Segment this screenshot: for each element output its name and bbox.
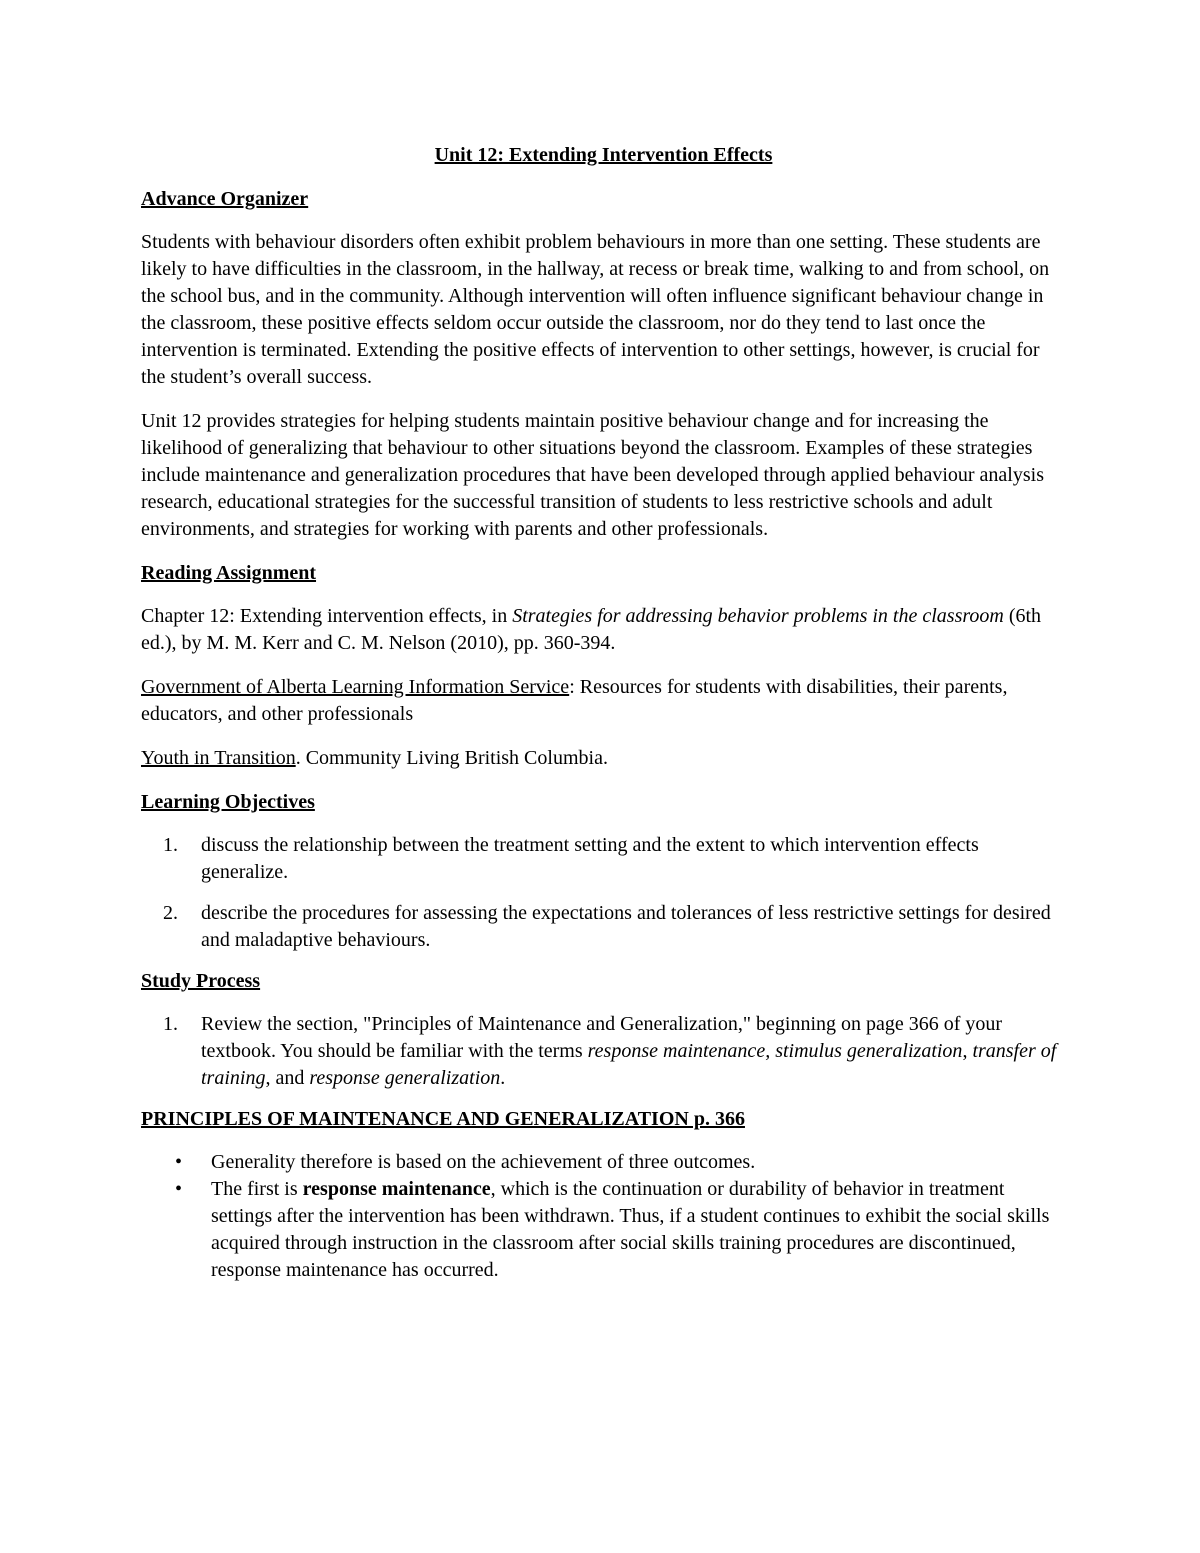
list-item-text: discuss the relationship between the treatment setting and the extent to which intervention effects generalize.: [201, 834, 979, 883]
list-item: [141, 900, 1066, 954]
advance-organizer-heading: Advance Organizer: [141, 188, 309, 210]
sentence-end: .: [500, 1067, 506, 1089]
reading-assignment-heading: Reading Assignment: [141, 562, 317, 584]
list-item: [141, 1011, 1066, 1092]
list-item-number: 1.: [163, 1013, 178, 1035]
bullet-text: [211, 1178, 1049, 1281]
reading-resource-2: [141, 745, 1066, 772]
term-response-generalization: response generalization: [309, 1067, 501, 1089]
bullet-text: Generality therefore is based on the achievement of three outcomes.: [211, 1151, 756, 1173]
advance-organizer-paragraph-2: Unit 12 provides strategies for helping students maintain positive behaviour change and for increasing the likelihood of generalizing that behaviour to other situations beyond the classroom. Examples of these strategies include maintenance and generalization procedures that have been developed through applied behaviour analysis research, educational strategies for the successful transition of students to less restrictive schools and adult environments, and strategies for working with parents and other professionals.: [141, 410, 1044, 540]
bullet-prefix: The first is: [211, 1178, 303, 1200]
bullet-suffix: , which is the continuation or durability of behavior in treatment settings after the intervention has been withdrawn. Thus, if a student continues to exhibit the social skills acquired through instruction in the classroom after social skills training procedures are discontinued, response maintenance has occurred.: [211, 1178, 1050, 1281]
resource-1-description: : Resources for students with disabilities, their parents, educators, and other professionals: [141, 676, 1008, 725]
list-item: [141, 1149, 1066, 1176]
list-item: [141, 1176, 1066, 1284]
reading-chapter-citation: [141, 603, 1066, 657]
citation-prefix: Chapter 12: Extending intervention effects, in: [141, 605, 513, 627]
term-separator: ,: [962, 1040, 973, 1062]
list-item-text: describe the procedures for assessing the expectations and tolerances of less restrictive settings for desired and maladaptive behaviours.: [201, 902, 1051, 951]
learning-objectives-heading: Learning Objectives: [141, 791, 315, 813]
study-process-heading: Study Process: [141, 970, 261, 992]
study-item-intro: Review the section, "Principles of Maintenance and Generalization," beginning on page 366 of your textbook. You should be familiar with the terms: [201, 1013, 1003, 1062]
study-process-list: [141, 1011, 1066, 1092]
list-item-number: 1.: [163, 834, 178, 856]
document-title: Unit 12: Extending Intervention Effects: [434, 144, 773, 166]
bullet-icon: •: [175, 1151, 183, 1173]
list-item-text: [201, 1011, 1066, 1092]
principles-bullet-list: [141, 1149, 1066, 1284]
term-response-maintenance-bold: response maintenance: [302, 1178, 491, 1200]
list-item: [141, 832, 1066, 886]
bullet-icon: •: [175, 1178, 183, 1200]
youth-in-transition-link[interactable]: Youth in Transition: [141, 747, 296, 769]
list-item-number: 2.: [163, 902, 178, 924]
principles-heading: PRINCIPLES OF MAINTENANCE AND GENERALIZATION p. 366: [141, 1108, 745, 1130]
term-separator: , and: [265, 1067, 310, 1089]
reading-resource-1: [141, 674, 1066, 728]
term-response-maintenance: response maintenance,: [587, 1040, 771, 1062]
alberta-learning-link[interactable]: Government of Alberta Learning Information Service: [141, 676, 570, 698]
learning-objectives-list: [141, 832, 1066, 954]
resource-2-description: . Community Living British Columbia.: [295, 747, 608, 769]
term-stimulus-generalization: stimulus generalization: [775, 1040, 963, 1062]
citation-suffix: (6th ed.), by M. M. Kerr and C. M. Nelson (2010), pp. 360-394.: [141, 605, 1042, 654]
term-transfer-of-training: transfer of training: [201, 1040, 1057, 1089]
document-page: [141, 142, 1066, 1284]
advance-organizer-paragraph-1: Students with behaviour disorders often exhibit problem behaviours in more than one setting. These students are likely to have difficulties in the classroom, in the hallway, at recess or break time, walking to and from school, on the school bus, and in the community. Although intervention will often influence significant behaviour change in the classroom, these positive effects seldom occur outside the classroom, nor do they tend to last once the intervention is terminated. Extending the positive effects of intervention to other settings, however, is crucial for the student’s overall success.: [141, 231, 1050, 388]
book-title: Strategies for addressing behavior problems in the classroom: [512, 605, 1004, 627]
